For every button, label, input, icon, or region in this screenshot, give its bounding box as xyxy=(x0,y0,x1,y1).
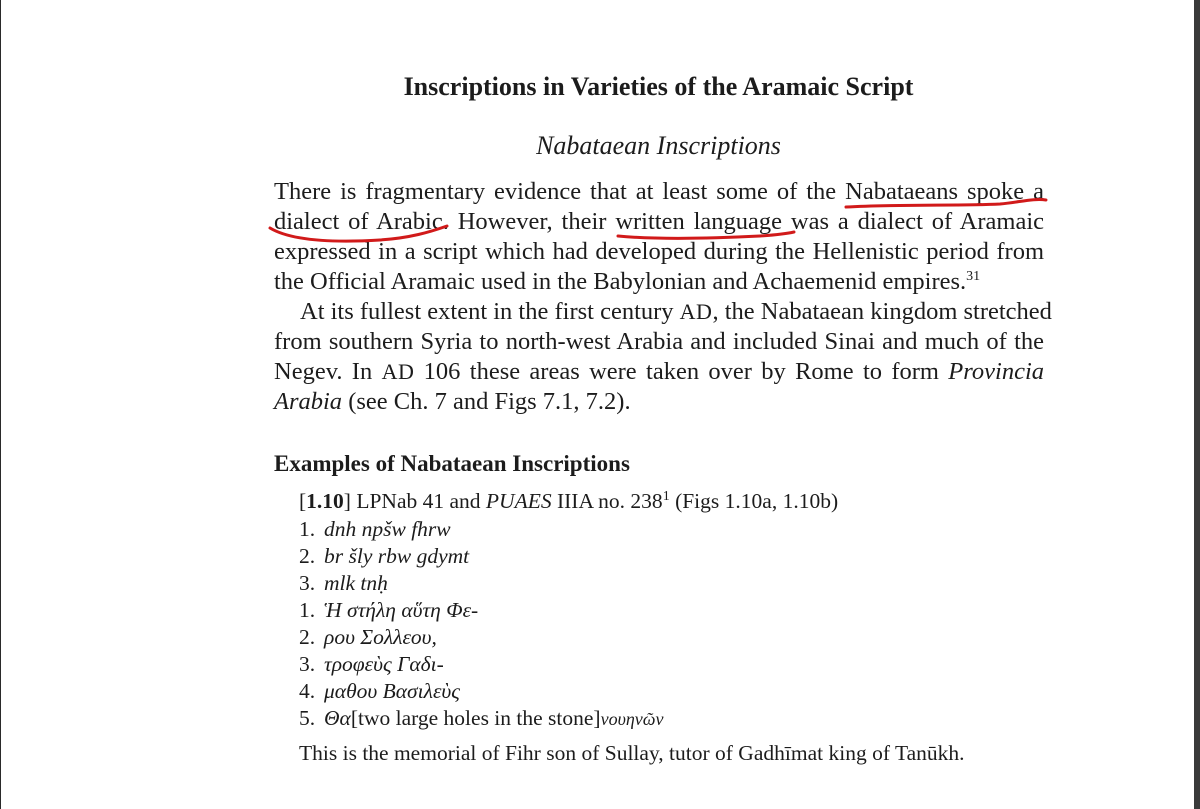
greek-line-5: 5. Θα[two large holes in the stone]νουηνῶν xyxy=(299,706,664,730)
para1-line2: dialect of Arabic. However, their written language was a dialect of Aramaic xyxy=(274,208,1045,235)
greek-line-3: 3. τροφεὺς Γαδι- xyxy=(299,652,444,676)
nabataean-line-3: 3. mlk tnḥ xyxy=(299,571,388,595)
underlined-phrase-written-language: written language xyxy=(615,208,783,235)
underlined-phrase-nabataeans-spoke: Nabataeans spoke a xyxy=(845,178,1044,205)
para2-line2: from southern Syria to north-west Arabia and included Sinai and much of the xyxy=(274,328,1044,355)
greek-line-4: 4. μαθου Βασιλεὺς xyxy=(299,679,461,703)
section-title: Nabataean Inscriptions xyxy=(536,131,781,160)
page-left-edge xyxy=(0,0,1,809)
underlined-phrase-dialect-of-arabic: dialect of Arabic xyxy=(274,208,443,235)
greek-line-1: 1. Ἡ στήλη αὕτη Φε- xyxy=(299,598,479,622)
page-right-edge xyxy=(1194,0,1200,809)
para2-line3: Negev. In AD 106 these areas were taken over by Rome to form Provincia xyxy=(274,358,1044,385)
example-reference: [1.10] LPNab 41 and PUAES IIIA no. $238^1$ (Figs 1.10a, 1.10b) xyxy=(299,488,839,513)
para2-line1: At its fullest extent in the first century AD, the Nabataean kingdom stretched xyxy=(300,298,1052,325)
para1-line1: There is fragmentary evidence that at least some of the Nabataeans spoke a xyxy=(274,178,1044,205)
document-title: Inscriptions in Varieties of the Aramaic Script xyxy=(403,72,914,101)
nabataean-line-2: 2. br šly rbw gdymt xyxy=(299,544,470,568)
examples-heading: Examples of Nabataean Inscriptions xyxy=(274,451,630,476)
para2-line4: Arabia (see Ch. 7 and Figs 7.1, 7.2). xyxy=(274,388,631,415)
greek-line-2: 2. ρου Σολλεου, xyxy=(299,625,437,649)
translation: This is the memorial of Fihr son of Sullay, tutor of Gadhīmat king of Tanūkh. xyxy=(299,741,965,765)
para1-line4: the Official Aramaic used in the Babylonian and Achaemenid empires.$^{31}$ xyxy=(274,268,981,295)
para1-line3: expressed in a script which had developed during the Hellenistic period from xyxy=(274,238,1044,265)
nabataean-line-1: 1. dnh npšw fhrw xyxy=(299,517,451,541)
footnote-ref: 31 xyxy=(966,268,981,284)
